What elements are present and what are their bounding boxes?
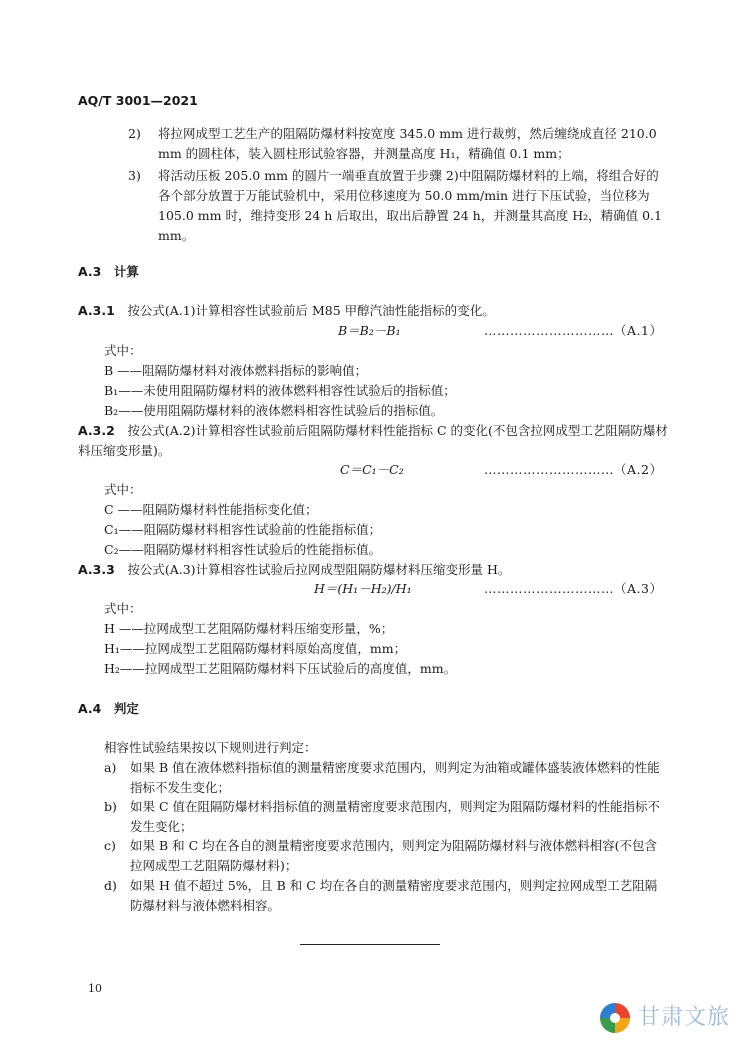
definition-line: B ——阻隔防爆材料对液体燃料指标的影响值； (104, 363, 368, 378)
formula-a1: B＝B₂－B₁ (338, 323, 401, 338)
definition-line: C₁——阻隔防爆材料相容性试验前的性能指标值； (104, 522, 382, 537)
clause-a32 (78, 421, 668, 461)
where-label: 式中： (104, 343, 142, 358)
rule-text: 如果 H 值不超过 5%，且 B 和 C 均在各自的测量精密度要求范围内，则判定拉网成型工艺阻隔防爆材料与液体燃料相容。 (130, 878, 658, 913)
step-number: 3) (128, 168, 141, 183)
clause-a33 (78, 560, 668, 580)
rule-label: a) (104, 760, 117, 775)
rule-text: 如果 C 值在阻隔防爆材料指标值的测量精密度要求范围内，则判定为阻隔防爆材料的性能指标不发生变化； (130, 799, 661, 834)
definition-line: B₂——使用阻隔防爆材料的液体燃料相容性试验后的指标值。 (104, 403, 444, 418)
rule-text: 如果 B 值在液体燃料指标值的测量精密度要求范围内，则判定为油箱或罐体盛装液体燃料的性能指标不发生变化； (130, 760, 660, 795)
rule-text: 如果 B 和 C 均在各自的测量精密度要求范围内，则判定为阻隔防爆材料与液体燃料相容(不包含拉网成型工艺阻隔防爆材料)； (130, 838, 658, 873)
definition-line: H₂——拉网成型工艺阻隔防爆材料下压试验后的高度值，mm。 (104, 661, 457, 676)
watermark-logo (598, 1000, 730, 1035)
judgement-intro: 相容性试验结果按以下规则进行判定： (104, 740, 317, 755)
where-label: 式中： (104, 601, 142, 616)
end-rule (300, 944, 440, 945)
clause-a31 (78, 301, 668, 321)
definition-line: C₂——阻隔防爆材料相容性试验后的性能指标值。 (104, 542, 382, 557)
equation-number-a1: …………………………（A.1） (484, 323, 663, 338)
page-number: 10 (88, 982, 102, 995)
step-number: 2) (128, 126, 141, 141)
rule-label: c) (104, 838, 116, 853)
clause-text: 按公式(A.1)计算相容性试验前后 M85 甲醇汽油性能指标的变化。 (127, 303, 495, 318)
clause-text: 按公式(A.2)计算相容性试验前后阻隔防爆材料性能指标 C 的变化(不包含拉网成型工艺阻隔防爆材料压缩变形量)。 (78, 423, 668, 458)
step-3 (128, 166, 668, 246)
clause-number: A.3.1 (78, 303, 115, 318)
definition-line: B₁——未使用阻隔防爆材料的液体燃料相容性试验后的指标值； (104, 383, 456, 398)
judgement-rule-c (104, 836, 666, 876)
equation-number-a3: …………………………（A.3） (484, 581, 663, 596)
formula-a3: H＝(H₁－H₂)/H₁ (314, 581, 412, 596)
swirl-logo-icon (598, 1001, 632, 1035)
section-heading-a3: A.3 计算 (78, 264, 139, 279)
judgement-rule-d (104, 876, 666, 916)
definition-line: C ——阻隔防爆材料性能指标变化值； (104, 502, 318, 517)
rule-label: b) (104, 799, 117, 814)
equation-number-a2: …………………………（A.2） (484, 462, 663, 477)
formula-a2: C＝C₁－C₂ (340, 462, 404, 477)
watermark-text: 甘肃文旅 (638, 1005, 731, 1030)
step-text: 将拉网成型工艺生产的阻隔防爆材料按宽度 345.0 mm 进行裁剪，然后缠绕成直径 210.0 mm 的圆柱体，装入圆柱形试验容器，并测量高度 H₁，精确值 0.1 mm； (158, 126, 657, 161)
section-heading-a4: A.4 判定 (78, 701, 139, 716)
rule-label: d) (104, 878, 117, 893)
clause-text: 按公式(A.3)计算相容性试验后拉网成型阻隔防爆材料压缩变形量 H。 (127, 562, 511, 577)
judgement-rule-b (104, 797, 666, 837)
definition-line: H₁——拉网成型工艺阻隔防爆材料原始高度值，mm； (104, 641, 407, 656)
where-label: 式中： (104, 482, 142, 497)
standard-code-header: AQ/T 3001—2021 (78, 93, 198, 108)
definition-line: H ——拉网成型工艺阻隔防爆材料压缩变形量，%； (104, 621, 394, 636)
step-2 (128, 124, 668, 164)
clause-number: A.3.2 (78, 423, 115, 438)
judgement-rule-a (104, 758, 666, 798)
clause-number: A.3.3 (78, 562, 115, 577)
step-text: 将活动压板 205.0 mm 的圆片一端垂直放置于步骤 2)中阻隔防爆材料的上端，将组合好的各个部分放置于万能试验机中，采用位移速度为 50.0 mm/min 进行下压试验，当位移为 105.0 mm 时，维持变形 24 h 后取出，取出后静置 24 h，并测量其高度 H₂，精确值 0.1 mm。 (158, 168, 662, 243)
